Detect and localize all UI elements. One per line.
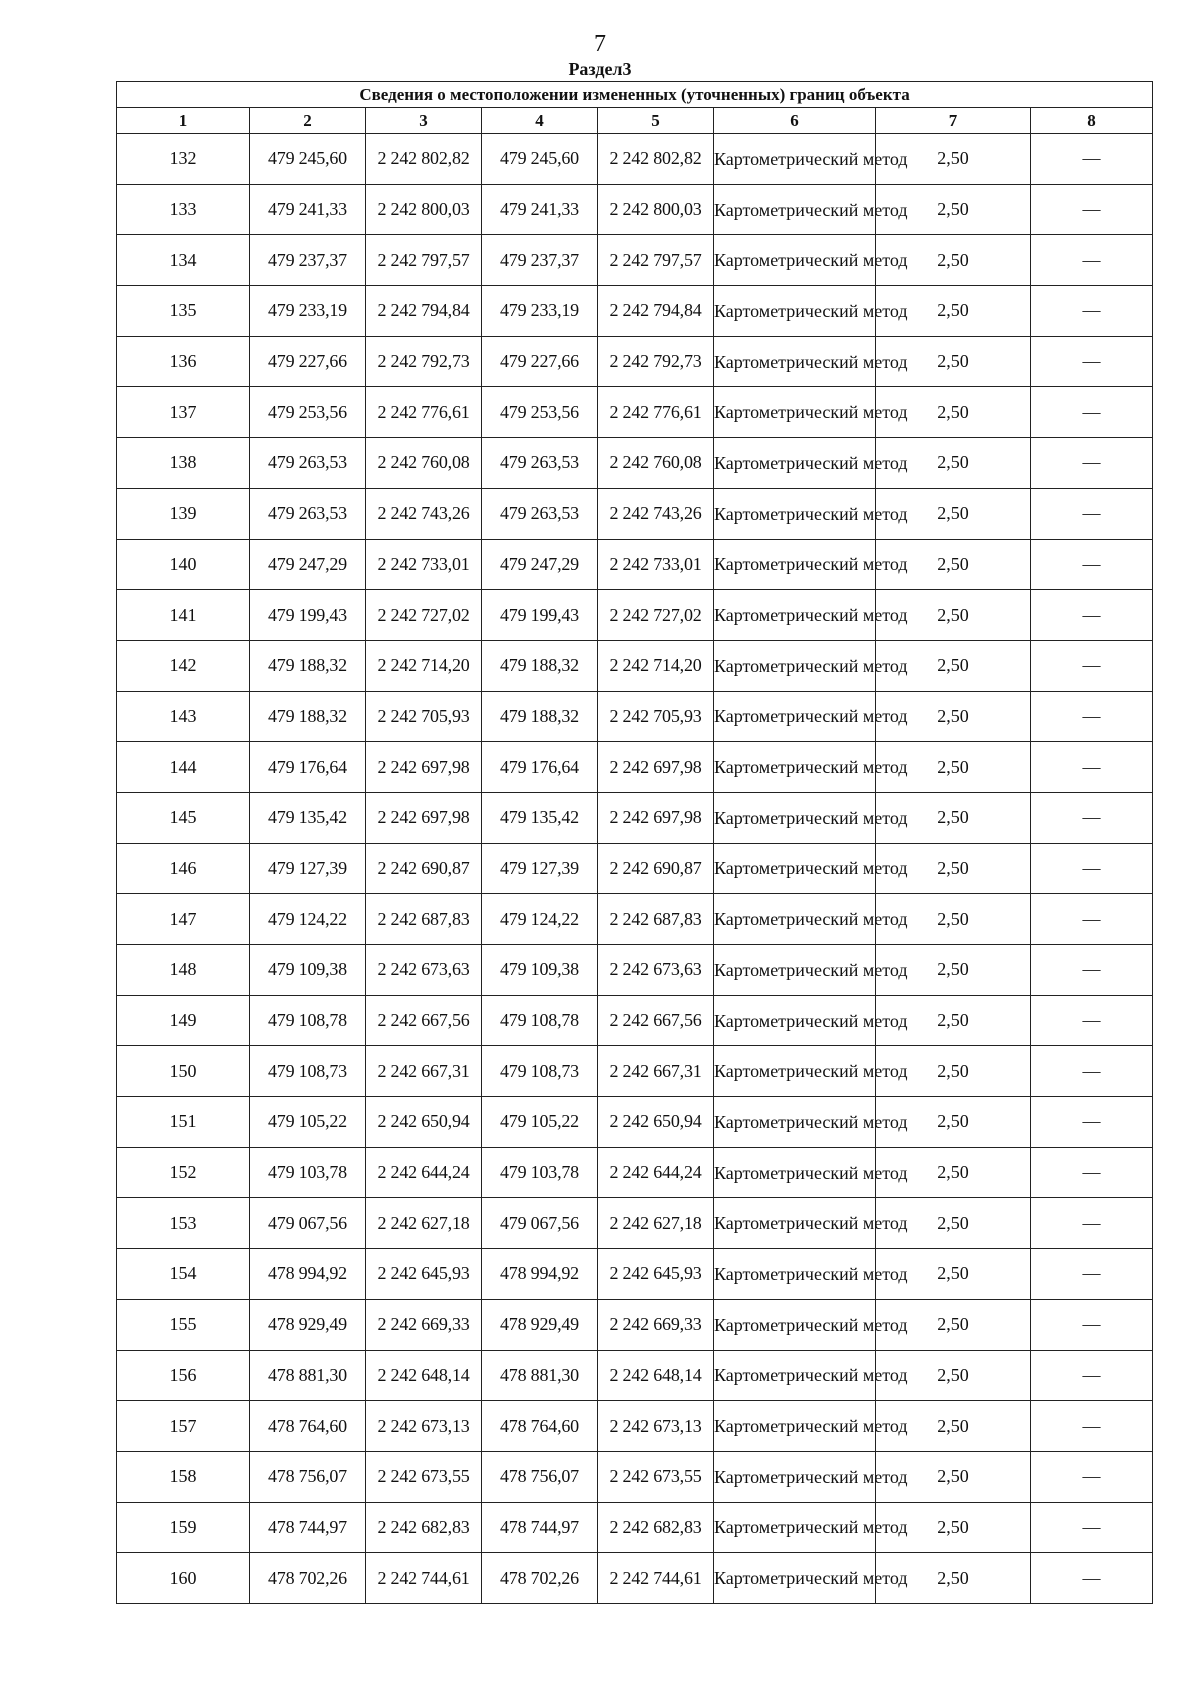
column-number: 6: [714, 108, 876, 134]
point-number-cell: 155: [117, 1299, 250, 1350]
y-old-cell: 2 242 794,84: [366, 286, 482, 337]
point-number-cell: 142: [117, 640, 250, 691]
point-number-cell: 156: [117, 1350, 250, 1401]
x-old-cell: 479 263,53: [250, 438, 366, 489]
x-old-cell: 479 127,39: [250, 843, 366, 894]
y-old-cell: 2 242 760,08: [366, 438, 482, 489]
accuracy-cell: 2,50: [876, 438, 1031, 489]
description-cell: —: [1031, 843, 1153, 894]
method-cell: Картометрический метод: [714, 894, 876, 945]
description-cell: —: [1031, 792, 1153, 843]
description-cell: —: [1031, 995, 1153, 1046]
x-old-cell: 479 199,43: [250, 590, 366, 641]
x-new-cell: 479 108,78: [482, 995, 598, 1046]
accuracy-cell: 2,50: [876, 488, 1031, 539]
x-old-cell: 479 108,73: [250, 1046, 366, 1097]
description-cell: —: [1031, 1249, 1153, 1300]
column-number: 8: [1031, 108, 1153, 134]
table-caption: Сведения о местоположении измененных (уточненных) границ объекта: [117, 82, 1153, 108]
accuracy-cell: 2,50: [876, 1553, 1031, 1604]
y-old-cell: 2 242 705,93: [366, 691, 482, 742]
x-old-cell: 479 263,53: [250, 488, 366, 539]
method-cell: Картометрический метод: [714, 1451, 876, 1502]
method-cell: Картометрический метод: [714, 1147, 876, 1198]
y-new-cell: 2 242 800,03: [598, 184, 714, 235]
x-old-cell: 479 176,64: [250, 742, 366, 793]
y-new-cell: 2 242 727,02: [598, 590, 714, 641]
y-new-cell: 2 242 673,63: [598, 945, 714, 996]
x-new-cell: 479 227,66: [482, 336, 598, 387]
table-row: [117, 1350, 1153, 1401]
y-new-cell: 2 242 667,31: [598, 1046, 714, 1097]
y-new-cell: 2 242 705,93: [598, 691, 714, 742]
x-old-cell: 479 241,33: [250, 184, 366, 235]
point-number-cell: 144: [117, 742, 250, 793]
y-new-cell: 2 242 667,56: [598, 995, 714, 1046]
y-new-cell: 2 242 627,18: [598, 1198, 714, 1249]
y-old-cell: 2 242 645,93: [366, 1249, 482, 1300]
point-number-cell: 136: [117, 336, 250, 387]
method-cell: Картометрический метод: [714, 1198, 876, 1249]
x-old-cell: 479 067,56: [250, 1198, 366, 1249]
y-old-cell: 2 242 690,87: [366, 843, 482, 894]
description-cell: —: [1031, 1046, 1153, 1097]
x-new-cell: 479 233,19: [482, 286, 598, 337]
description-cell: —: [1031, 1198, 1153, 1249]
x-new-cell: 479 188,32: [482, 640, 598, 691]
y-old-cell: 2 242 644,24: [366, 1147, 482, 1198]
accuracy-cell: 2,50: [876, 843, 1031, 894]
point-number-cell: 160: [117, 1553, 250, 1604]
y-old-cell: 2 242 733,01: [366, 539, 482, 590]
method-cell: Картометрический метод: [714, 438, 876, 489]
point-number-cell: 148: [117, 945, 250, 996]
table-row: [117, 945, 1153, 996]
point-number-cell: 150: [117, 1046, 250, 1097]
y-old-cell: 2 242 697,98: [366, 742, 482, 793]
y-old-cell: 2 242 800,03: [366, 184, 482, 235]
point-number-cell: 139: [117, 488, 250, 539]
y-old-cell: 2 242 673,13: [366, 1401, 482, 1452]
y-new-cell: 2 242 744,61: [598, 1553, 714, 1604]
description-cell: —: [1031, 1553, 1153, 1604]
y-new-cell: 2 242 673,55: [598, 1451, 714, 1502]
method-cell: Картометрический метод: [714, 792, 876, 843]
method-cell: Картометрический метод: [714, 286, 876, 337]
accuracy-cell: 2,50: [876, 1350, 1031, 1401]
point-number-cell: 149: [117, 995, 250, 1046]
column-number: 2: [250, 108, 366, 134]
description-cell: —: [1031, 134, 1153, 185]
table-row: [117, 488, 1153, 539]
column-number-row: [117, 108, 1153, 134]
y-new-cell: 2 242 792,73: [598, 336, 714, 387]
method-cell: Картометрический метод: [714, 945, 876, 996]
y-old-cell: 2 242 776,61: [366, 387, 482, 438]
table-row: [117, 134, 1153, 185]
accuracy-cell: 2,50: [876, 691, 1031, 742]
method-cell: Картометрический метод: [714, 1299, 876, 1350]
x-new-cell: 479 245,60: [482, 134, 598, 185]
y-old-cell: 2 242 744,61: [366, 1553, 482, 1604]
table-row: [117, 1401, 1153, 1452]
x-new-cell: 479 263,53: [482, 438, 598, 489]
accuracy-cell: 2,50: [876, 1299, 1031, 1350]
y-old-cell: 2 242 648,14: [366, 1350, 482, 1401]
y-new-cell: 2 242 797,57: [598, 235, 714, 286]
description-cell: —: [1031, 945, 1153, 996]
table-row: [117, 336, 1153, 387]
point-number-cell: 134: [117, 235, 250, 286]
description-cell: —: [1031, 1350, 1153, 1401]
x-old-cell: 478 756,07: [250, 1451, 366, 1502]
y-old-cell: 2 242 627,18: [366, 1198, 482, 1249]
x-new-cell: 479 124,22: [482, 894, 598, 945]
method-cell: Картометрический метод: [714, 640, 876, 691]
method-cell: Картометрический метод: [714, 843, 876, 894]
x-new-cell: 479 105,22: [482, 1097, 598, 1148]
x-old-cell: 479 227,66: [250, 336, 366, 387]
y-new-cell: 2 242 733,01: [598, 539, 714, 590]
y-new-cell: 2 242 644,24: [598, 1147, 714, 1198]
x-new-cell: 478 702,26: [482, 1553, 598, 1604]
description-cell: —: [1031, 1097, 1153, 1148]
method-cell: Картометрический метод: [714, 184, 876, 235]
x-new-cell: 479 067,56: [482, 1198, 598, 1249]
point-number-cell: 132: [117, 134, 250, 185]
table-row: [117, 640, 1153, 691]
x-new-cell: 478 881,30: [482, 1350, 598, 1401]
table-row: [117, 1451, 1153, 1502]
coordinates-table: [116, 81, 1153, 1604]
accuracy-cell: 2,50: [876, 1451, 1031, 1502]
y-new-cell: 2 242 650,94: [598, 1097, 714, 1148]
method-cell: Картометрический метод: [714, 488, 876, 539]
x-old-cell: 479 188,32: [250, 691, 366, 742]
y-new-cell: 2 242 760,08: [598, 438, 714, 489]
x-new-cell: 478 764,60: [482, 1401, 598, 1452]
y-new-cell: 2 242 682,83: [598, 1502, 714, 1553]
table-row: [117, 1299, 1153, 1350]
description-cell: —: [1031, 286, 1153, 337]
description-cell: —: [1031, 184, 1153, 235]
description-cell: —: [1031, 1451, 1153, 1502]
table-row: [117, 438, 1153, 489]
x-new-cell: 479 135,42: [482, 792, 598, 843]
table-row: [117, 1553, 1153, 1604]
description-cell: —: [1031, 1299, 1153, 1350]
method-cell: Картометрический метод: [714, 590, 876, 641]
accuracy-cell: 2,50: [876, 945, 1031, 996]
point-number-cell: 143: [117, 691, 250, 742]
table-row: [117, 235, 1153, 286]
column-number: 3: [366, 108, 482, 134]
description-cell: —: [1031, 1401, 1153, 1452]
x-old-cell: 479 233,19: [250, 286, 366, 337]
y-new-cell: 2 242 690,87: [598, 843, 714, 894]
point-number-cell: 151: [117, 1097, 250, 1148]
x-old-cell: 479 237,37: [250, 235, 366, 286]
table-row: [117, 387, 1153, 438]
x-old-cell: 478 929,49: [250, 1299, 366, 1350]
accuracy-cell: 2,50: [876, 640, 1031, 691]
accuracy-cell: 2,50: [876, 336, 1031, 387]
y-old-cell: 2 242 797,57: [366, 235, 482, 286]
point-number-cell: 141: [117, 590, 250, 641]
point-number-cell: 135: [117, 286, 250, 337]
x-old-cell: 479 245,60: [250, 134, 366, 185]
table-row: [117, 792, 1153, 843]
point-number-cell: 147: [117, 894, 250, 945]
y-new-cell: 2 242 645,93: [598, 1249, 714, 1300]
method-cell: Картометрический метод: [714, 742, 876, 793]
x-old-cell: 478 744,97: [250, 1502, 366, 1553]
column-number: 4: [482, 108, 598, 134]
table-row: [117, 1502, 1153, 1553]
point-number-cell: 153: [117, 1198, 250, 1249]
table-row: [117, 894, 1153, 945]
point-number-cell: 158: [117, 1451, 250, 1502]
description-cell: —: [1031, 1147, 1153, 1198]
y-old-cell: 2 242 673,63: [366, 945, 482, 996]
y-old-cell: 2 242 667,56: [366, 995, 482, 1046]
accuracy-cell: 2,50: [876, 590, 1031, 641]
point-number-cell: 145: [117, 792, 250, 843]
y-new-cell: 2 242 648,14: [598, 1350, 714, 1401]
x-old-cell: 479 103,78: [250, 1147, 366, 1198]
method-cell: Картометрический метод: [714, 235, 876, 286]
x-old-cell: 478 994,92: [250, 1249, 366, 1300]
accuracy-cell: 2,50: [876, 134, 1031, 185]
x-new-cell: 479 103,78: [482, 1147, 598, 1198]
point-number-cell: 140: [117, 539, 250, 590]
x-old-cell: 479 247,29: [250, 539, 366, 590]
x-old-cell: 479 109,38: [250, 945, 366, 996]
point-number-cell: 133: [117, 184, 250, 235]
x-new-cell: 479 127,39: [482, 843, 598, 894]
table-body: [117, 134, 1153, 1604]
y-old-cell: 2 242 727,02: [366, 590, 482, 641]
accuracy-cell: 2,50: [876, 387, 1031, 438]
x-old-cell: 478 764,60: [250, 1401, 366, 1452]
table-row: [117, 286, 1153, 337]
accuracy-cell: 2,50: [876, 792, 1031, 843]
description-cell: —: [1031, 336, 1153, 387]
x-old-cell: 479 105,22: [250, 1097, 366, 1148]
accuracy-cell: 2,50: [876, 1502, 1031, 1553]
x-old-cell: 479 253,56: [250, 387, 366, 438]
y-old-cell: 2 242 714,20: [366, 640, 482, 691]
method-cell: Картометрический метод: [714, 134, 876, 185]
table-row: [117, 1198, 1153, 1249]
accuracy-cell: 2,50: [876, 1198, 1031, 1249]
column-number: 1: [117, 108, 250, 134]
y-old-cell: 2 242 682,83: [366, 1502, 482, 1553]
x-new-cell: 479 108,73: [482, 1046, 598, 1097]
x-old-cell: 479 188,32: [250, 640, 366, 691]
page-number: 7: [594, 31, 606, 57]
point-number-cell: 154: [117, 1249, 250, 1300]
table-row: [117, 184, 1153, 235]
description-cell: —: [1031, 438, 1153, 489]
y-new-cell: 2 242 802,82: [598, 134, 714, 185]
x-new-cell: 479 247,29: [482, 539, 598, 590]
accuracy-cell: 2,50: [876, 1097, 1031, 1148]
method-cell: Картометрический метод: [714, 1502, 876, 1553]
x-old-cell: 479 108,78: [250, 995, 366, 1046]
y-new-cell: 2 242 697,98: [598, 742, 714, 793]
method-cell: Картометрический метод: [714, 387, 876, 438]
x-new-cell: 479 199,43: [482, 590, 598, 641]
table-row: [117, 1097, 1153, 1148]
y-old-cell: 2 242 802,82: [366, 134, 482, 185]
y-old-cell: 2 242 667,31: [366, 1046, 482, 1097]
column-number: 5: [598, 108, 714, 134]
y-old-cell: 2 242 669,33: [366, 1299, 482, 1350]
table-row: [117, 995, 1153, 1046]
section-title: Раздел3: [568, 59, 632, 79]
x-new-cell: 478 994,92: [482, 1249, 598, 1300]
x-old-cell: 478 702,26: [250, 1553, 366, 1604]
x-new-cell: 478 929,49: [482, 1299, 598, 1350]
y-old-cell: 2 242 673,55: [366, 1451, 482, 1502]
method-cell: Картометрический метод: [714, 1046, 876, 1097]
y-old-cell: 2 242 792,73: [366, 336, 482, 387]
y-new-cell: 2 242 687,83: [598, 894, 714, 945]
x-new-cell: 479 188,32: [482, 691, 598, 742]
x-old-cell: 479 135,42: [250, 792, 366, 843]
description-cell: —: [1031, 235, 1153, 286]
accuracy-cell: 2,50: [876, 742, 1031, 793]
point-number-cell: 152: [117, 1147, 250, 1198]
method-cell: Картометрический метод: [714, 1350, 876, 1401]
table-row: [117, 1147, 1153, 1198]
accuracy-cell: 2,50: [876, 1401, 1031, 1452]
description-cell: —: [1031, 539, 1153, 590]
y-new-cell: 2 242 776,61: [598, 387, 714, 438]
description-cell: —: [1031, 691, 1153, 742]
description-cell: —: [1031, 742, 1153, 793]
table-row: [117, 1249, 1153, 1300]
accuracy-cell: 2,50: [876, 539, 1031, 590]
description-cell: —: [1031, 894, 1153, 945]
method-cell: Картометрический метод: [714, 1401, 876, 1452]
description-cell: —: [1031, 1502, 1153, 1553]
accuracy-cell: 2,50: [876, 995, 1031, 1046]
y-new-cell: 2 242 669,33: [598, 1299, 714, 1350]
x-new-cell: 479 176,64: [482, 742, 598, 793]
accuracy-cell: 2,50: [876, 184, 1031, 235]
x-old-cell: 478 881,30: [250, 1350, 366, 1401]
method-cell: Картометрический метод: [714, 1249, 876, 1300]
x-new-cell: 479 237,37: [482, 235, 598, 286]
column-number: 7: [876, 108, 1031, 134]
method-cell: Картометрический метод: [714, 995, 876, 1046]
point-number-cell: 157: [117, 1401, 250, 1452]
point-number-cell: 159: [117, 1502, 250, 1553]
x-new-cell: 478 756,07: [482, 1451, 598, 1502]
point-number-cell: 138: [117, 438, 250, 489]
table-row: [117, 539, 1153, 590]
y-new-cell: 2 242 697,98: [598, 792, 714, 843]
description-cell: —: [1031, 488, 1153, 539]
table-row: [117, 691, 1153, 742]
x-new-cell: 479 253,56: [482, 387, 598, 438]
y-new-cell: 2 242 714,20: [598, 640, 714, 691]
accuracy-cell: 2,50: [876, 1249, 1031, 1300]
x-new-cell: 479 263,53: [482, 488, 598, 539]
x-old-cell: 479 124,22: [250, 894, 366, 945]
method-cell: Картометрический метод: [714, 1097, 876, 1148]
description-cell: —: [1031, 387, 1153, 438]
accuracy-cell: 2,50: [876, 235, 1031, 286]
point-number-cell: 146: [117, 843, 250, 894]
method-cell: Картометрический метод: [714, 336, 876, 387]
x-new-cell: 479 241,33: [482, 184, 598, 235]
point-number-cell: 137: [117, 387, 250, 438]
table-row: [117, 742, 1153, 793]
accuracy-cell: 2,50: [876, 1046, 1031, 1097]
y-old-cell: 2 242 687,83: [366, 894, 482, 945]
method-cell: Картометрический метод: [714, 1553, 876, 1604]
x-new-cell: 478 744,97: [482, 1502, 598, 1553]
y-new-cell: 2 242 673,13: [598, 1401, 714, 1452]
accuracy-cell: 2,50: [876, 894, 1031, 945]
description-cell: —: [1031, 590, 1153, 641]
table-row: [117, 590, 1153, 641]
y-new-cell: 2 242 794,84: [598, 286, 714, 337]
method-cell: Картометрический метод: [714, 539, 876, 590]
y-old-cell: 2 242 650,94: [366, 1097, 482, 1148]
y-new-cell: 2 242 743,26: [598, 488, 714, 539]
table-row: [117, 1046, 1153, 1097]
description-cell: —: [1031, 640, 1153, 691]
table-row: [117, 843, 1153, 894]
y-old-cell: 2 242 697,98: [366, 792, 482, 843]
x-new-cell: 479 109,38: [482, 945, 598, 996]
y-old-cell: 2 242 743,26: [366, 488, 482, 539]
accuracy-cell: 2,50: [876, 286, 1031, 337]
accuracy-cell: 2,50: [876, 1147, 1031, 1198]
method-cell: Картометрический метод: [714, 691, 876, 742]
